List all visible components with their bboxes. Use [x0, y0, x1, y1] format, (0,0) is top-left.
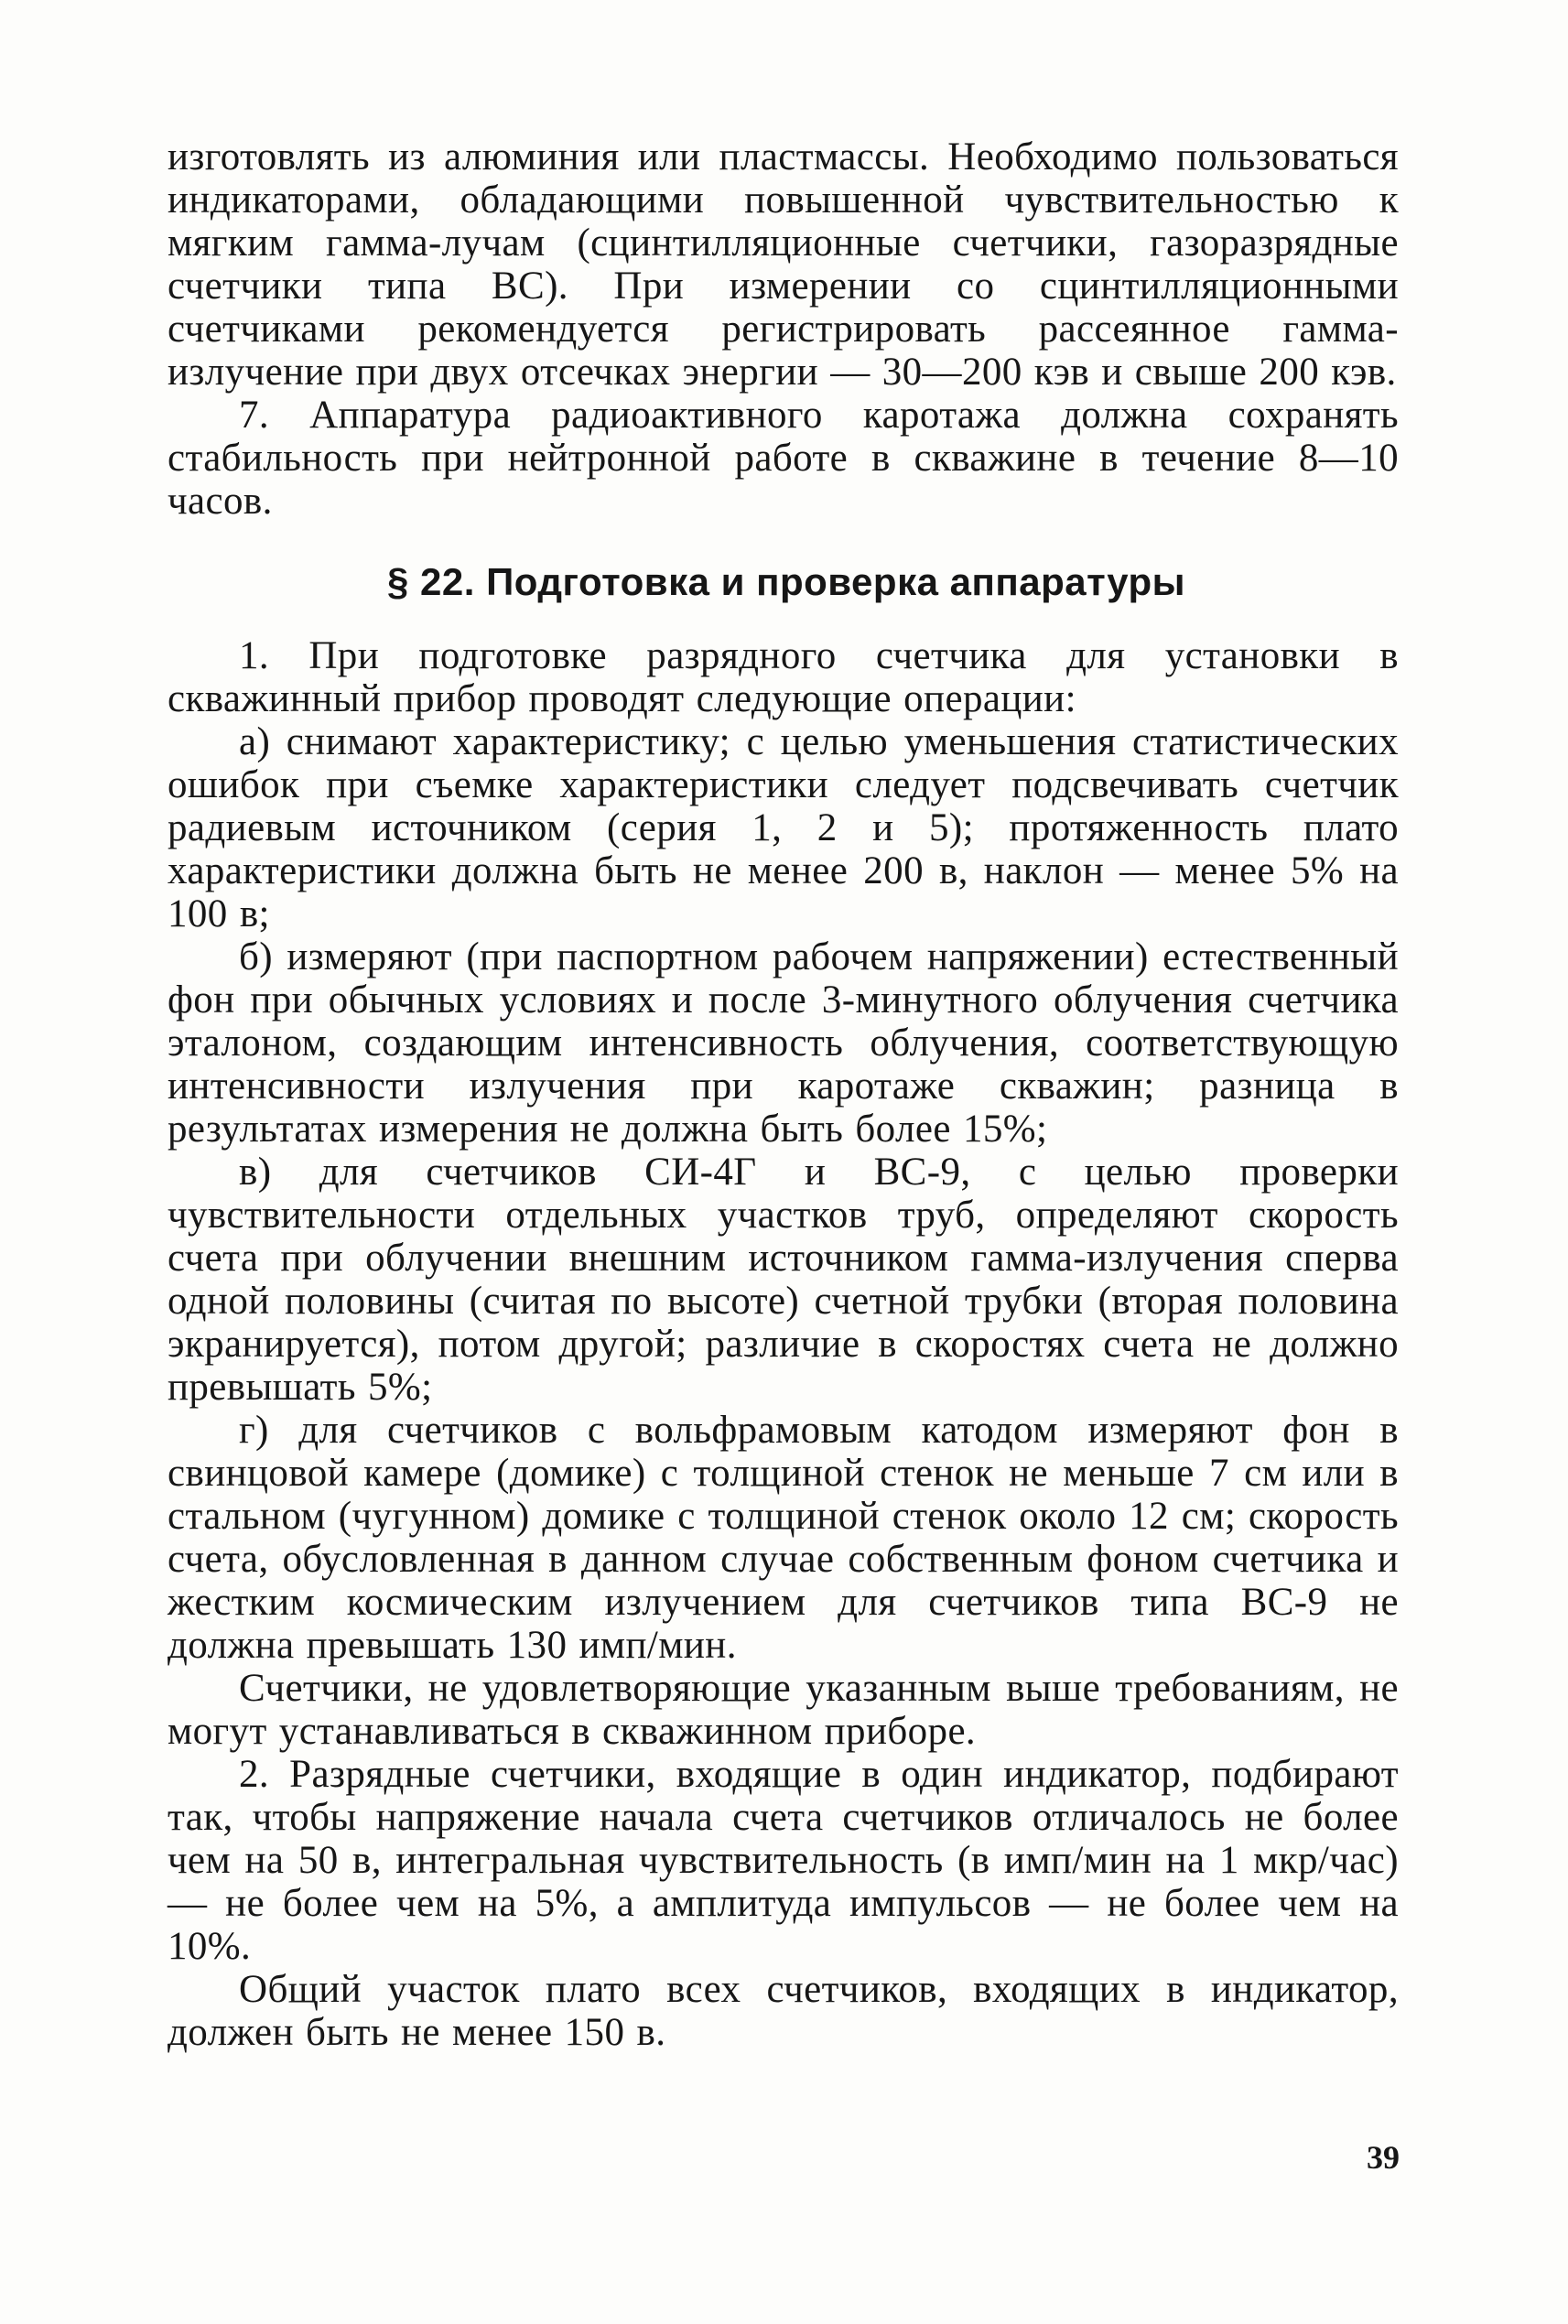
section-heading: § 22. Подготовка и проверка аппаратуры: [387, 560, 1186, 603]
paragraph-plateau: Общий участок плато всех счетчиков, входящих в индикатор, должен быть не менее 150 в.: [168, 1968, 1399, 2054]
paragraph-item-7: 7. Аппаратура радиоактивного каротажа должна сохранять стабильность при нейтронной работе в скважине в течение 8—10 часов.: [168, 394, 1399, 523]
paragraph-note: Счетчики, не удовлетворяющие указанным выше требованиям, не могут устанавливаться в скважинном приборе.: [168, 1667, 1399, 1753]
paragraph-item-b: б) измеряют (при паспортном рабочем напряжении) естественный фон при обычных условиях и после 3-минутного облучения счетчика эталоном, создающим интенсивность облучения, соответствующую интенсивности излучения при каротаже скважин; разница в результатах измерения не должна быть более 15%;: [168, 935, 1399, 1151]
paragraph-item-v: в) для счетчиков СИ-4Г и ВС-9, с целью проверки чувствительности отдельных участков труб, определяют скорость счета при облучении внешним источником гамма-излучения сперва одной половины (считая по высоте) счетной трубки (вторая половина экранируется), потом другой; различие в скоростях счета не должно превышать 5%;: [168, 1151, 1399, 1409]
paragraph-continued: изготовлять из алюминия или пластмассы. Необходимо пользоваться индикаторами, обладающими повышенной чувствительностью к мягким гамма-лучам (сцинтилляционные счетчики, газоразрядные счетчики типа ВС). При измерении со сцинтилляционными счетчиками рекомендуется регистрировать рассеянное гамма-излучение при двух отсечках энергии — 30—200 кэв и свыше 200 кэв.: [168, 135, 1399, 394]
paragraph-item-2: 2. Разрядные счетчики, входящие в один индикатор, подбирают так, чтобы напряжение начала счета счетчиков отличалось не более чем на 50 в, интегральная чувствительность (в имп/мин на 1 мкр/час) — не более чем на 5%, а амплитуда импульсов — не более чем на 10%.: [168, 1753, 1399, 1968]
paragraph-item-a: а) снимают характеристику; с целью уменьшения статистических ошибок при съемке характеристики следует подсвечивать счетчик радиевым источником (серия 1, 2 и 5); протяженность плато характеристики должна быть не менее 200 в, наклон — менее 5% на 100 в;: [168, 720, 1399, 935]
paragraph-item-g: г) для счетчиков с вольфрамовым катодом измеряют фон в свинцовой камере (домике) с толщиной стенок не меньше 7 см или в стальном (чугунном) домике с толщиной стенок около 12 см; скорость счета, обусловленная в данном случае собственным фоном счетчика и жестким космическим излучением для счетчиков типа ВС-9 не должна превышать 130 имп/мин.: [168, 1409, 1399, 1667]
text-block: [168, 135, 1399, 2054]
page-number: 39: [1367, 2139, 1400, 2176]
paragraph-item-1: 1. При подготовке разрядного счетчика для установки в скважинный прибор проводят следующие операции:: [168, 634, 1399, 720]
